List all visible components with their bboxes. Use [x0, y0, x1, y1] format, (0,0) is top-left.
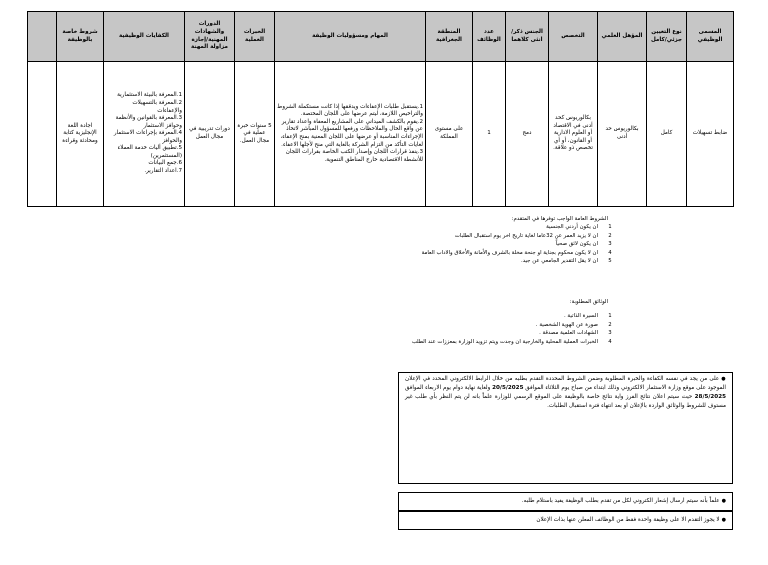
cell-qualification: بكالوريوس حد أدنى — [598, 62, 647, 207]
header-cell: المؤهل العلمي — [598, 12, 647, 62]
header-cell: الدورات والشهادات المهنية/إجازة مزاولة المهنة — [185, 12, 235, 62]
documents-title: الوثائق المطلوبة: — [569, 299, 608, 305]
email-notice-box — [398, 492, 733, 511]
competency-item: 3.المعرفة بالقوانين والأنظمة وحوافز الاستثمار — [115, 115, 182, 129]
header-cell: الجنس ذكر/انثى كلاهما — [506, 12, 549, 62]
competency-item: 4.المعرفة بإجراءات الاستثمار والحوافز — [113, 130, 182, 144]
task-item: 3.ينفذ قرارات اللجان وإصدار الكتب الخاصة بقرارات اللجان للأنشطة الاقتصادية خارج المناطق التنموية. — [285, 149, 423, 163]
header-cell: عدد الوظائف — [473, 12, 506, 62]
header-cell: المسمى الوظيفي — [687, 12, 734, 62]
bullet-icon: ● — [721, 517, 726, 523]
table-row — [28, 62, 734, 207]
cell-special: اجادة اللغة الإنجليزية كتابة ومحادثة وقراءة — [57, 62, 104, 207]
list-item: 3 الشهادات العلمية مصدقة . — [539, 330, 612, 337]
cell-count: 1 — [473, 62, 506, 207]
cell-specialty: بكالوريوس كحد أدنى في الاقتصاد أو العلوم الادارية أو القانون، أو أي تخصص ذو علاقة. — [549, 62, 598, 207]
list-item: 5 ان لا يقل التقدير الجامعي عن جيد. — [521, 257, 612, 264]
list-item: 2 صورة عن الهوية الشخصية . — [535, 321, 612, 328]
header-cell: التخصص — [549, 12, 598, 62]
cell-experience: 5 سنوات خبرة عملية في مجال العمل. — [235, 62, 275, 207]
email-notice: ●علماً بأنه سيتم ارسال إشعار الكتروني لكل من تقدم بطلب الوظيفة يفيد باستلام طلبه. — [521, 498, 726, 504]
cell-title: ضابط تسهيلات — [687, 62, 734, 207]
single-job-notice: ●لا يجوز التقدم الا على وظيفة واحدة فقط من الوظائف المعلن عنها بذات الإعلان — [536, 517, 726, 523]
general-conditions-title: الشروط العامة الواجب توفرها في المتقدم: — [511, 216, 608, 222]
competency-item: 7.اعداد التقارير. — [144, 167, 182, 174]
list-item: 4 الخبرات العملية المحلية والخارجية ان وجدت ويتم تزويد الوزارة بمعززات عند الطلب — [411, 338, 612, 345]
cell-type: كامل — [647, 62, 687, 207]
required-documents — [168, 298, 612, 346]
cell-gender: دمج — [506, 62, 549, 207]
bullet-icon: ● — [721, 498, 726, 504]
header-cell: الخبرات العملية — [235, 12, 275, 62]
competency-item: 5.تطبيق أليات خدمة العملاء (المستثمرين) — [117, 145, 182, 159]
cell-tasks — [275, 62, 426, 207]
competency-item: 2.المعرفة بالتسهيلات والإعفاءات — [132, 100, 182, 114]
header-cell: المنطقة الجغرافية — [426, 12, 473, 62]
header-cell: شروط خاصة بالوظيفة — [57, 12, 104, 62]
list-item: 1 السيرة الذاتية . — [564, 313, 612, 320]
header-cell-empty — [28, 12, 57, 62]
list-item: 3 ان يكون لائق صحياً — [555, 241, 612, 248]
header-cell: الكفايات الوظيفية — [104, 12, 185, 62]
task-item: 2.يقوم بالكشف الميداني على المشاريع المعفاة واعداد تقارير عن واقع الحال والملاحظات ورفعها للمسؤول المباشر لاتخاذ الإجراءات المناسبة أو عرضها على اللجان المعنية بمنح الإعفاء، لغايات التأكد من التزام الشركة بالغاية التي منح لأجلها الاعفاء. — [280, 118, 423, 148]
competency-item: 1.المعرفة بالبيئة الاستثمارية — [117, 92, 182, 99]
competency-item: 6.جمع البيانات — [148, 160, 182, 167]
single-job-notice-box — [398, 511, 733, 530]
bullet-icon: ● — [721, 376, 726, 382]
table-header-row — [28, 12, 734, 62]
application-notice: ●على من يجد في نفسه الكفاءة والخبرة المطلوبة وضمن الشروط المحددة التقدم بطلبه من خلال الرابط الالكتروني المحدد في الإعلان الموجود على موقع وزارة الاستثمار الالكتروني وذلك ابتداء من صباح يوم الثلاثاء الموافق 20/5/2025 ولغاية نهاية دوام يوم الاربعاء الموافق 28/5/2025 حيث سيتم اعلان نتائج الفرز واية نتائج خاصة بالوظيفة على الموقع الرسمي للوزارة علماً بانه لن يتم النظر بأي طلب غير مستوف للشروط والوثائق الواردة بالإعلان او بعد انتهاء فترة استقبال الطلبات. — [405, 376, 726, 409]
task-item: 1.يستقبل طلبات الإعفاءات ويدققها إذا كانت مستكملة الشروط والتراخيص اللازمة، ليتم عرضها على اللجان المختصة. — [277, 103, 423, 118]
cell-courses: دورات تدريبية في مجال العمل — [185, 62, 235, 207]
cell-empty — [28, 62, 57, 207]
cell-region: على مستوى المملكة — [426, 62, 473, 207]
application-notice-box — [398, 372, 733, 484]
header-cell: المهام ومسؤوليات الوظيفة — [275, 12, 426, 62]
list-item: 2 ان لا يزيد العمر عن 32عاما لغاية تاريخ اخر يوم استقبال الطلبات — [454, 232, 612, 239]
list-item: 4 ان لا يكون محكوم بجناية او جنحة مخلة بالشرف والأمانة والأخلاق والاداب العامة — [421, 249, 612, 256]
list-item: 1 ان يكون أردني الجنسية — [546, 224, 612, 231]
job-table — [27, 11, 734, 207]
header-cell: نوع التعيين جزئي/كامل — [647, 12, 687, 62]
cell-competencies — [104, 62, 185, 207]
general-conditions — [168, 215, 612, 265]
